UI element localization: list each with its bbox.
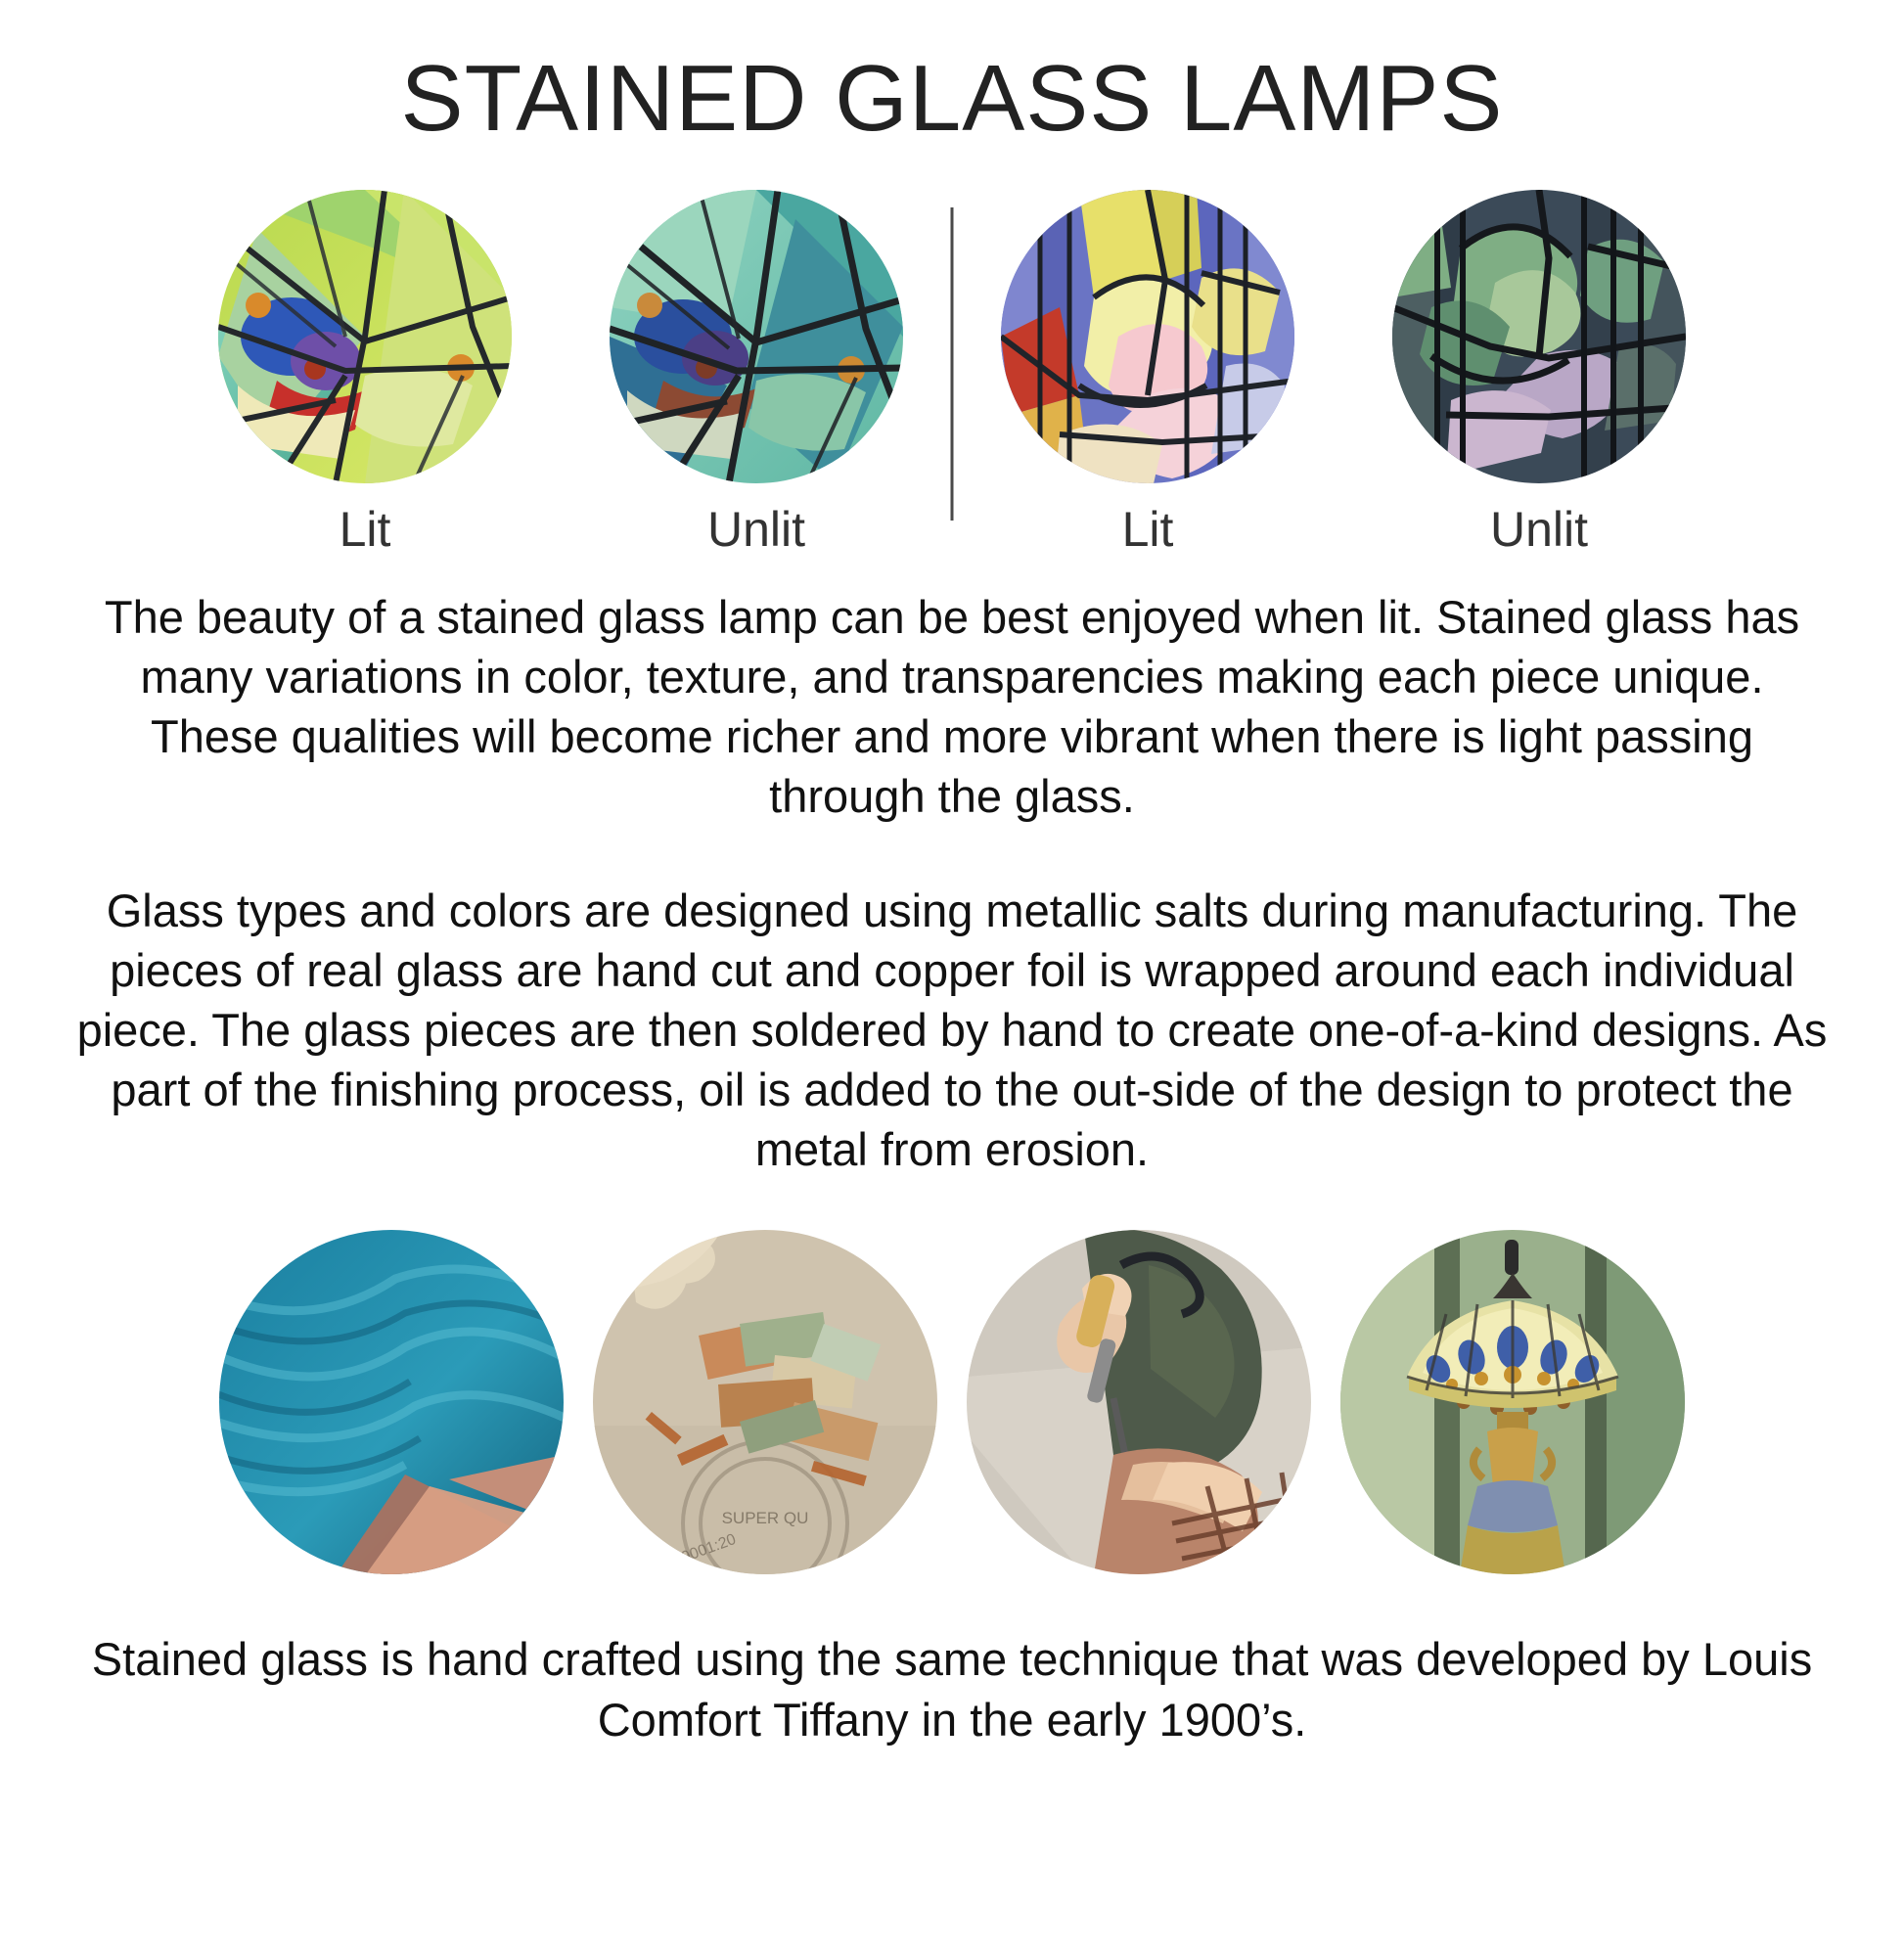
- finished-tiffany-lamp-photo: [1340, 1230, 1685, 1574]
- footer-text: Stained glass is hand crafted using the same technique that was developed by Louis Comfort Tiffany in the early 1900’s.: [91, 1633, 1813, 1746]
- paragraph-lit-beauty: The beauty of a stained glass lamp can be best enjoyed when lit. Stained glass has many variations in color, texture, and transparencies making each piece unique. These qualities will become richer and more vibrant when there is light passing through the glass.: [104, 590, 1800, 822]
- stained-glass-swatch-unlit-teal-yellow: [610, 190, 903, 483]
- paragraph-glass-process: Glass types and colors are designed using metallic salts during manufacturing. The pieces of real glass are hand cut and copper foil is wrapped around each individual piece. The glass pieces are then soldered by hand to create one-of-a-kind designs. As part of the finishing process, oil is added to the out-side of the design to protect the metal from erosion.: [76, 884, 1828, 1176]
- copper-foil-wrapping-photo: [593, 1230, 937, 1574]
- comparison-caption: Unlit: [706, 501, 806, 557]
- comparison-caption: Unlit: [1489, 501, 1589, 557]
- stained-glass-swatch-lit-teal-yellow: [218, 190, 512, 483]
- lit-unlit-comparison-row: [59, 190, 1845, 558]
- page-title: STAINED GLASS LAMPS: [400, 46, 1504, 151]
- raw-glass-sheet-photo: [219, 1230, 564, 1574]
- comparison-cell-right-lit: [952, 190, 1343, 558]
- svg-text:SUPER QU: SUPER QU: [721, 1509, 809, 1528]
- vertical-divider: [951, 207, 954, 521]
- comparison-cell-left-unlit: [561, 190, 952, 558]
- comparison-cell-left-lit: [169, 190, 561, 558]
- hand-soldering-photo: [967, 1230, 1311, 1574]
- comparison-caption: Lit: [339, 501, 391, 557]
- stained-glass-swatch-unlit-floral-blue: [1392, 190, 1686, 483]
- infographic-page: [0, 47, 1904, 1951]
- comparison-caption: Lit: [1121, 501, 1174, 557]
- process-photo-row: [59, 1230, 1845, 1574]
- svg-text:9001:20: 9001:20: [679, 1531, 739, 1567]
- stained-glass-swatch-lit-floral-blue: [1001, 190, 1294, 483]
- comparison-cell-right-unlit: [1343, 190, 1735, 558]
